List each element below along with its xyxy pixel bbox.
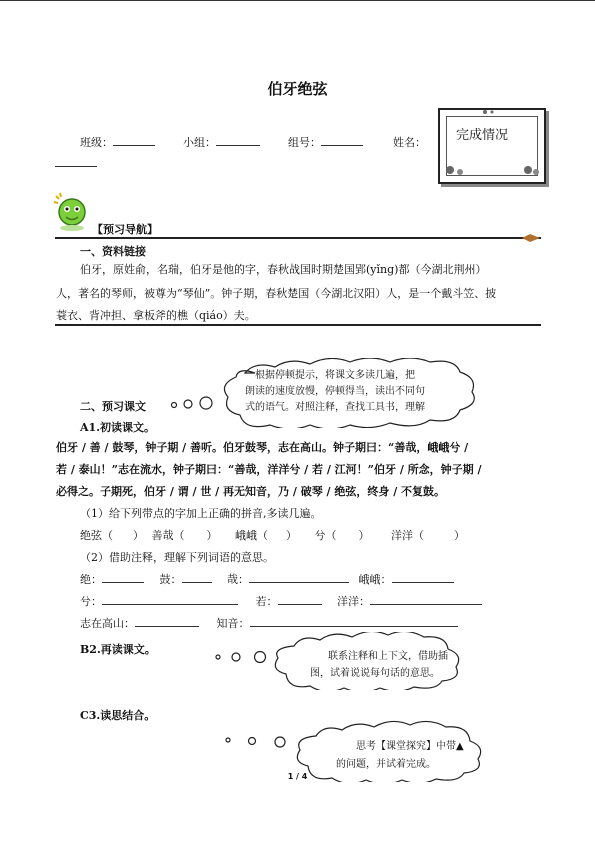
c3-heading: C3.读思结合。 — [80, 709, 156, 722]
page-title: 伯牙绝弦 — [267, 80, 328, 98]
word-gu-label: 鼓： — [159, 573, 182, 586]
tip-cloud-1-line3: 式的语气。对照注释，查找工具书，理解 — [245, 402, 425, 413]
thought-bubble-dots-1 — [168, 396, 218, 412]
word-yangyang-label: 洋洋： — [337, 595, 370, 608]
word-zhiyin-label: 知音： — [216, 617, 250, 630]
section1-heading: 一、资料链接 — [80, 245, 146, 258]
classical-text-line3: 必得之。子期死，伯牙 / 谓 / 世 / 再无知音，乃 / 破琴 / 绝弦，终身 / 不复鼓。 — [56, 485, 446, 498]
word-ee-label: 峨峨： — [358, 573, 392, 586]
tip-cloud-1-line2: 朗读的速度放慢，停顿得当，读出不同句 — [245, 386, 425, 397]
pinyin-row — [80, 525, 465, 547]
preview-nav-heading: 【预习导航】 — [92, 223, 158, 236]
tip-cloud-1-line1: 根据停顿提示，将课文多读几遍，把 — [255, 370, 415, 381]
question2-text: （2）借助注释，理解下列词语的意思。 — [80, 551, 274, 564]
section1-divider — [55, 324, 541, 326]
word-zai-blank[interactable] — [249, 572, 349, 583]
divider-end-decoration — [520, 232, 544, 244]
tip-cloud-3-line2: 的问题，并试着完成。 — [336, 759, 436, 770]
word-ee-blank[interactable] — [392, 572, 454, 583]
class-label: 班级： — [80, 136, 113, 149]
section2-heading: 二、预习课文 — [80, 400, 146, 413]
word-zai-label: 哉： — [227, 573, 249, 586]
word-jue-blank[interactable] — [102, 572, 144, 583]
word-zhizaigaoshan-label: 志在高山： — [80, 617, 135, 630]
word-jue-label: 绝： — [80, 573, 102, 586]
pinyin-item-shanzai[interactable]: 善哉（ ） — [151, 529, 218, 542]
tip-cloud-2-text — [310, 648, 448, 682]
tip-cloud-2-line2: 图，试着说说每句话的意思。 — [310, 668, 440, 679]
tip-cloud-1-text — [245, 368, 425, 416]
meanings-row-2 — [80, 591, 482, 613]
group-label: 小组： — [183, 136, 216, 149]
word-ruo-blank[interactable] — [278, 594, 322, 605]
group-field — [183, 134, 260, 150]
nav-divider — [55, 237, 541, 239]
status-box-dots-decoration — [442, 158, 542, 178]
completion-status-box — [438, 108, 546, 184]
name-field — [393, 134, 426, 150]
pinyin-item-yangyang[interactable]: 洋洋（ ） — [391, 529, 465, 542]
tip-cloud-3-line1: 思考【课堂探究】中带▲ — [356, 741, 464, 752]
word-zhiyin-blank[interactable] — [250, 616, 458, 627]
class-field — [80, 134, 155, 150]
classical-text-line1: 伯牙 / 善 / 鼓琴，钟子期 / 善听。伯牙鼓琴，志在高山。钟子期曰：“善哉，峨峨兮 / — [56, 441, 469, 454]
page-number: 1 / 4 — [287, 772, 308, 781]
thought-bubble-dots-3 — [222, 733, 292, 751]
meanings-row-1 — [80, 569, 454, 591]
section1-para-line3: 蓑衣、背冲担、拿板斧的樵（qiáo）夫。 — [56, 309, 256, 322]
name-blank[interactable] — [55, 166, 97, 167]
question1-text: （1）给下列带点的字加上正确的拼音,多读几遍。 — [80, 507, 322, 520]
pinyin-item-juexian[interactable]: 绝弦（ ） — [80, 529, 144, 542]
status-box-label: 完成情况 — [456, 128, 509, 143]
group-no-field — [288, 134, 363, 150]
word-gu-blank[interactable] — [182, 572, 212, 583]
group-no-label: 组号： — [288, 136, 321, 149]
word-xi-label: 兮： — [80, 595, 102, 608]
classical-text-line2: 若 / 泰山！”志在流水，钟子期曰：“善哉，洋洋兮 / 若 / 江河！”伯牙 / 所念，钟子期 / — [56, 463, 482, 476]
name-label: 姓名： — [393, 136, 426, 149]
pinyin-item-xi[interactable]: 兮（ ） — [314, 529, 370, 542]
group-no-blank[interactable] — [321, 135, 363, 146]
a1-heading: A1.初读课文。 — [80, 421, 156, 434]
word-zhizaigaoshan-blank[interactable] — [135, 616, 199, 627]
tip-cloud-3-text — [336, 738, 464, 774]
class-blank[interactable] — [113, 135, 155, 146]
thought-bubble-dots-2 — [212, 648, 272, 666]
status-box-top-dots — [480, 106, 510, 118]
group-blank[interactable] — [216, 135, 260, 146]
section1-para-line2: 人，著名的琴师，被尊为“琴仙”。钟子期，春秋楚国（今湖北汉阳）人，是一个戴斗笠、披 — [56, 287, 497, 300]
section1-para-line1: 伯牙，原姓俞，名瑞，伯牙是他的字，春秋战国时期楚国郢(yǐng)都（今湖北荆州） — [80, 263, 487, 276]
top-border-line — [0, 0, 595, 1]
word-ruo-label: 若： — [255, 595, 278, 608]
b2-heading: B2.再读课文。 — [80, 643, 156, 656]
pinyin-item-ee[interactable]: 峨峨（ ） — [235, 529, 297, 542]
green-mascot-icon — [50, 190, 94, 234]
word-yangyang-blank[interactable] — [370, 594, 482, 605]
word-xi-blank[interactable] — [102, 594, 238, 605]
tip-cloud-2-line1: 联系注释和上下文，借助插 — [328, 651, 448, 662]
